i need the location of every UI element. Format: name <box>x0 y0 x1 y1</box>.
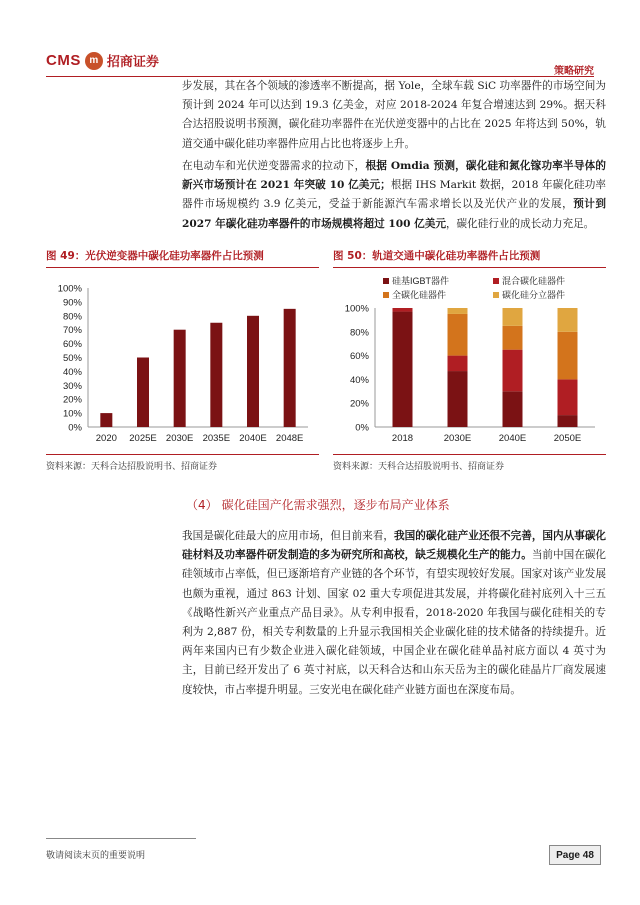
p2-run-2: 根据 IHS Markit 数据，2018 年碳化硅功率器件市场规模约 3.9 亿美元，受益于新能源汽车需求增长以及光伏产业的发展， <box>182 179 606 211</box>
stacked-bar-segment <box>448 314 468 356</box>
y-tick-label: 70% <box>62 325 82 337</box>
x-tick-label: 2018 <box>391 433 414 444</box>
figure-50-bottom-rule <box>333 454 606 455</box>
cms-logo <box>46 51 159 70</box>
footer-notice: 敬请阅读末页的重要说明 <box>46 851 146 861</box>
logo-mark-icon: m <box>85 52 103 70</box>
stacked-bar-segment <box>558 332 578 380</box>
body-paragraph-3 <box>182 527 606 700</box>
y-tick-label: 90% <box>62 297 82 309</box>
y-tick-label: 20% <box>62 394 82 406</box>
p2-run-0: 在电动车和光伏逆变器需求的拉动下， <box>182 160 366 172</box>
bar <box>174 330 186 427</box>
logo-chinese-text: 招商证券 <box>106 55 159 70</box>
report-category: 策略研究 <box>554 66 594 77</box>
stacked-bar-segment <box>558 379 578 415</box>
x-tick-label: 2030E <box>165 433 194 444</box>
stacked-bar-segment <box>503 391 523 427</box>
stacked-bar-segment <box>503 350 523 392</box>
p3-run-0: 我国是碳化硅最大的应用市场，但目前来看， <box>182 530 395 542</box>
p3-run-2: 当前中国在碳化硅领域市占率低，但已逐渐培育产业链的各个环节，有望实现较好发展。国家对该产业发展也颇为重视，通过 863 计划、国家 02 重大专项促进其发展，并将碳化硅衬底列入十三五《战略性新兴产业重点产品目录》。从专利申报看，2018-2020 年我国与碳化硅相关的专利为 2,887 份，相关专利数量的上升显示我国相关企业碳化硅的技术储备的持续提升。近两年来国内已有少数企业进入碳化硅领域，中国企业在碳化硅单晶衬底方面以 4 英寸为主，目前已经开发出了 6 英寸衬底，以天科合达和山东天岳为主的碳化硅晶片厂商发展速度较快，市占率提升明显。三安光电在碳化硅产业链方面也在深度布局。 <box>182 549 607 696</box>
stacked-bar-segment <box>448 371 468 427</box>
figure-49-title: 图 49：光伏逆变器中碳化硅功率器件占比预测 <box>46 250 264 262</box>
stacked-bar-segment <box>448 308 468 314</box>
bar <box>100 413 112 427</box>
x-tick-label: 2048E <box>275 433 304 444</box>
x-tick-label: 2040E <box>239 433 267 444</box>
legend-swatch <box>383 278 389 284</box>
p1-run-0: 步发展，其在各个领域的渗透率不断提高，据 Yole，全球车载 SiC 功率器件的市场空间为预计到 2024 年可以达到 19.3 亿美金，对应 2018-2024 年复合增速达到 29%。据天科合达招股说明书预测，碳化硅功率器件在光伏逆变器中的占比在 2025 年将达到 50%，轨道交通中碳化硅功率器件应用占比也将逐步上升。 <box>182 80 606 150</box>
y-tick-label: 40% <box>62 366 82 378</box>
figure-49-source: 资料来源：天科合达招股说明书、招商证券 <box>46 462 218 472</box>
bar <box>247 316 259 427</box>
figure-49-chart <box>46 270 319 454</box>
page-header <box>0 0 640 80</box>
y-tick-label: 30% <box>62 380 82 392</box>
figure-49-rule <box>46 267 319 268</box>
section-heading <box>182 496 606 513</box>
stacked-bar-segment <box>393 312 413 427</box>
figure-50-source: 资料来源：天科合达招股说明书、招商证券 <box>333 462 505 472</box>
section-number: （4） <box>186 498 218 512</box>
figure-50-title: 图 50：轨道交通中碳化硅功率器件占比预测 <box>333 250 541 262</box>
logo-cms-text: CMS <box>46 52 81 69</box>
body-paragraph-2 <box>182 157 606 234</box>
x-tick-label: 2050E <box>553 433 582 444</box>
legend-swatch <box>493 292 499 298</box>
legend-label: 混合碳化硅器件 <box>502 276 566 286</box>
stacked-bar-segment <box>393 308 413 312</box>
p2-run-3: 预计到 2027 年碳化硅功率器件的市场规模将超过 100 亿美元 <box>182 198 606 230</box>
y-tick-label: 60% <box>62 339 82 351</box>
y-tick-label: 10% <box>62 408 82 420</box>
legend-swatch <box>493 278 499 284</box>
y-tick-label: 50% <box>62 353 82 364</box>
x-tick-label: 2020 <box>95 433 117 444</box>
p2-run-1: 根据 Omdia 预测，碳化硅和氮化镓功率半导体的新兴市场预计在 2021 年突破 10 亿美元； <box>182 160 607 192</box>
figure-50-rule <box>333 267 606 268</box>
legend-label: 硅基IGBT器件 <box>392 276 450 286</box>
stacked-bar-segment <box>558 415 578 427</box>
x-tick-label: 2025E <box>129 433 157 444</box>
page-number: Page 48 <box>549 845 601 865</box>
legend-label: 全碳化硅器件 <box>392 290 447 300</box>
figure-49-bottom-rule <box>46 454 319 455</box>
figure-50-chart <box>333 270 606 454</box>
stacked-bar-segment <box>448 356 468 371</box>
body-paragraph-1 <box>182 77 606 154</box>
y-tick-label: 0% <box>355 422 369 434</box>
y-tick-label: 80% <box>62 311 82 323</box>
p3-run-1: 我国的碳化硅产业还很不完善，国内从事碳化硅材料及功率器件研发制造的多为研究所和高校，缺乏规模化生产的能力。 <box>182 530 607 562</box>
p2-run-4: ，碳化硅行业的成长动力充足。 <box>445 217 595 230</box>
y-tick-label: 80% <box>349 327 369 339</box>
y-tick-label: 40% <box>349 374 369 386</box>
stacked-bar-segment <box>503 326 523 350</box>
x-tick-label: 2030E <box>443 433 472 444</box>
stacked-bar-segment <box>558 308 578 332</box>
x-tick-label: 2040E <box>498 433 527 444</box>
stacked-bar-segment <box>503 308 523 326</box>
x-tick-label: 2035E <box>202 433 231 444</box>
section-title: 碳化硅国产化需求强烈，逐步布局产业体系 <box>221 498 450 512</box>
bar <box>210 323 222 427</box>
y-tick-label: 100% <box>344 303 369 315</box>
bar <box>284 309 296 427</box>
y-tick-label: 20% <box>349 398 369 410</box>
y-tick-label: 60% <box>349 351 369 363</box>
footer-divider <box>46 838 196 839</box>
bar <box>137 358 149 428</box>
legend-label: 碳化硅分立器件 <box>502 290 566 300</box>
y-tick-label: 100% <box>57 283 82 295</box>
legend-swatch <box>383 292 389 298</box>
y-tick-label: 0% <box>68 422 82 434</box>
